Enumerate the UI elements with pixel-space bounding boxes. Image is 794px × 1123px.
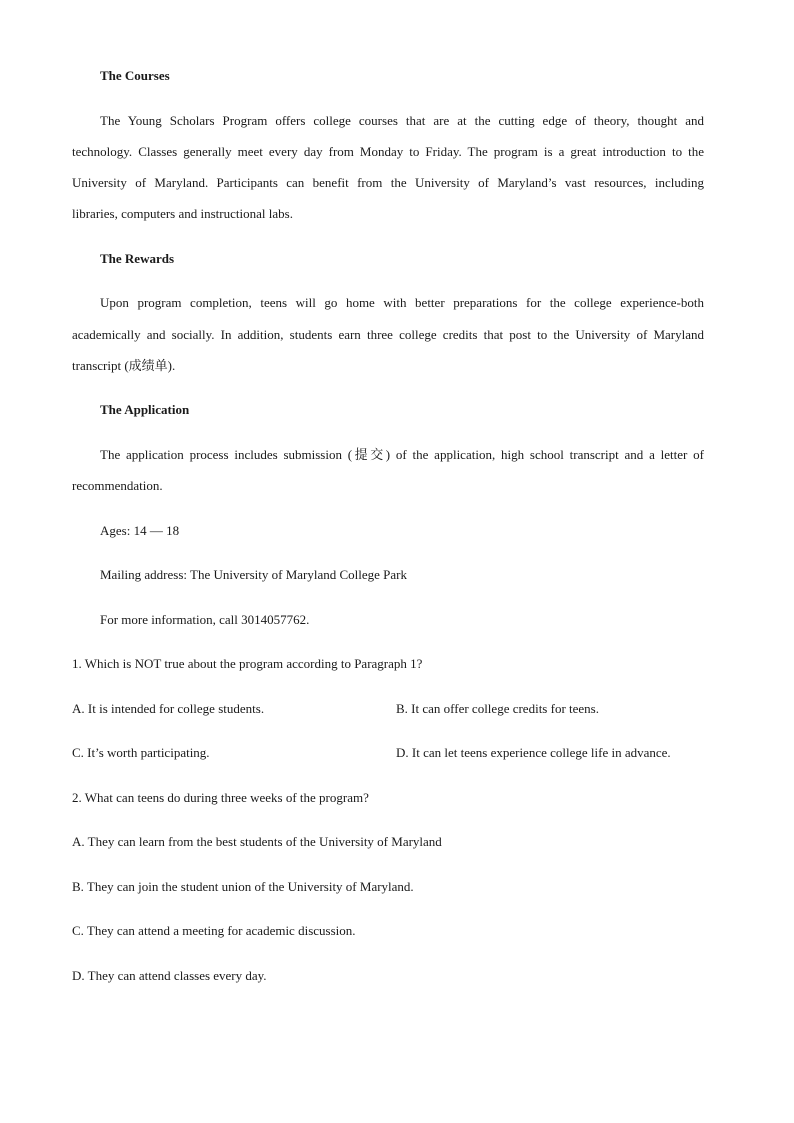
q1-option-d: D. It can let teens experience college life in advance. <box>396 745 671 760</box>
section-heading-courses: The Courses <box>100 68 170 83</box>
section-heading-rewards: The Rewards <box>100 251 175 266</box>
courses-line-1: The Young Scholars Program offers college courses that are at the cutting edge of theory, thought and <box>100 113 704 128</box>
question-2: 2. What can teens do during three weeks of the program? <box>72 790 369 805</box>
q2-option-b: B. They can join the student union of the University of Maryland. <box>72 879 414 894</box>
question-1: 1. Which is NOT true about the program according to Paragraph 1? <box>72 656 423 671</box>
application-line-1: The application process includes submission (提交) of the application, high school transcript and a letter of <box>100 447 704 462</box>
section-heading-application: The Application <box>100 402 190 417</box>
application-line-2: recommendation. <box>72 478 163 493</box>
q1-option-b: B. It can offer college credits for teens. <box>396 701 599 716</box>
rewards-line-1: Upon program completion, teens will go home with better preparations for the college experience-both <box>100 295 704 310</box>
q2-option-c: C. They can attend a meeting for academic discussion. <box>72 923 356 938</box>
mailing-address-text: Mailing address: The University of Maryland College Park <box>100 567 408 582</box>
q2-option-a: A. They can learn from the best students of the University of Maryland <box>72 834 442 849</box>
rewards-line-3: transcript (成绩单). <box>72 358 176 373</box>
ages-text: Ages: 14 — 18 <box>100 523 180 538</box>
courses-line-4: libraries, computers and instructional labs. <box>72 206 293 221</box>
more-info-text: For more information, call 3014057762. <box>100 612 310 627</box>
courses-line-3: University of Maryland. Participants can benefit from the University of Maryland’s vast resources, including <box>72 175 704 190</box>
courses-line-2: technology. Classes generally meet every day from Monday to Friday. The program is a great introduction to the <box>72 144 704 159</box>
q2-option-d: D. They can attend classes every day. <box>72 968 267 983</box>
rewards-line-2: academically and socially. In addition, students earn three college credits that post to the University of Maryland <box>72 327 704 342</box>
q1-option-a: A. It is intended for college students. <box>72 701 265 716</box>
q1-option-c: C. It’s worth participating. <box>72 745 210 760</box>
